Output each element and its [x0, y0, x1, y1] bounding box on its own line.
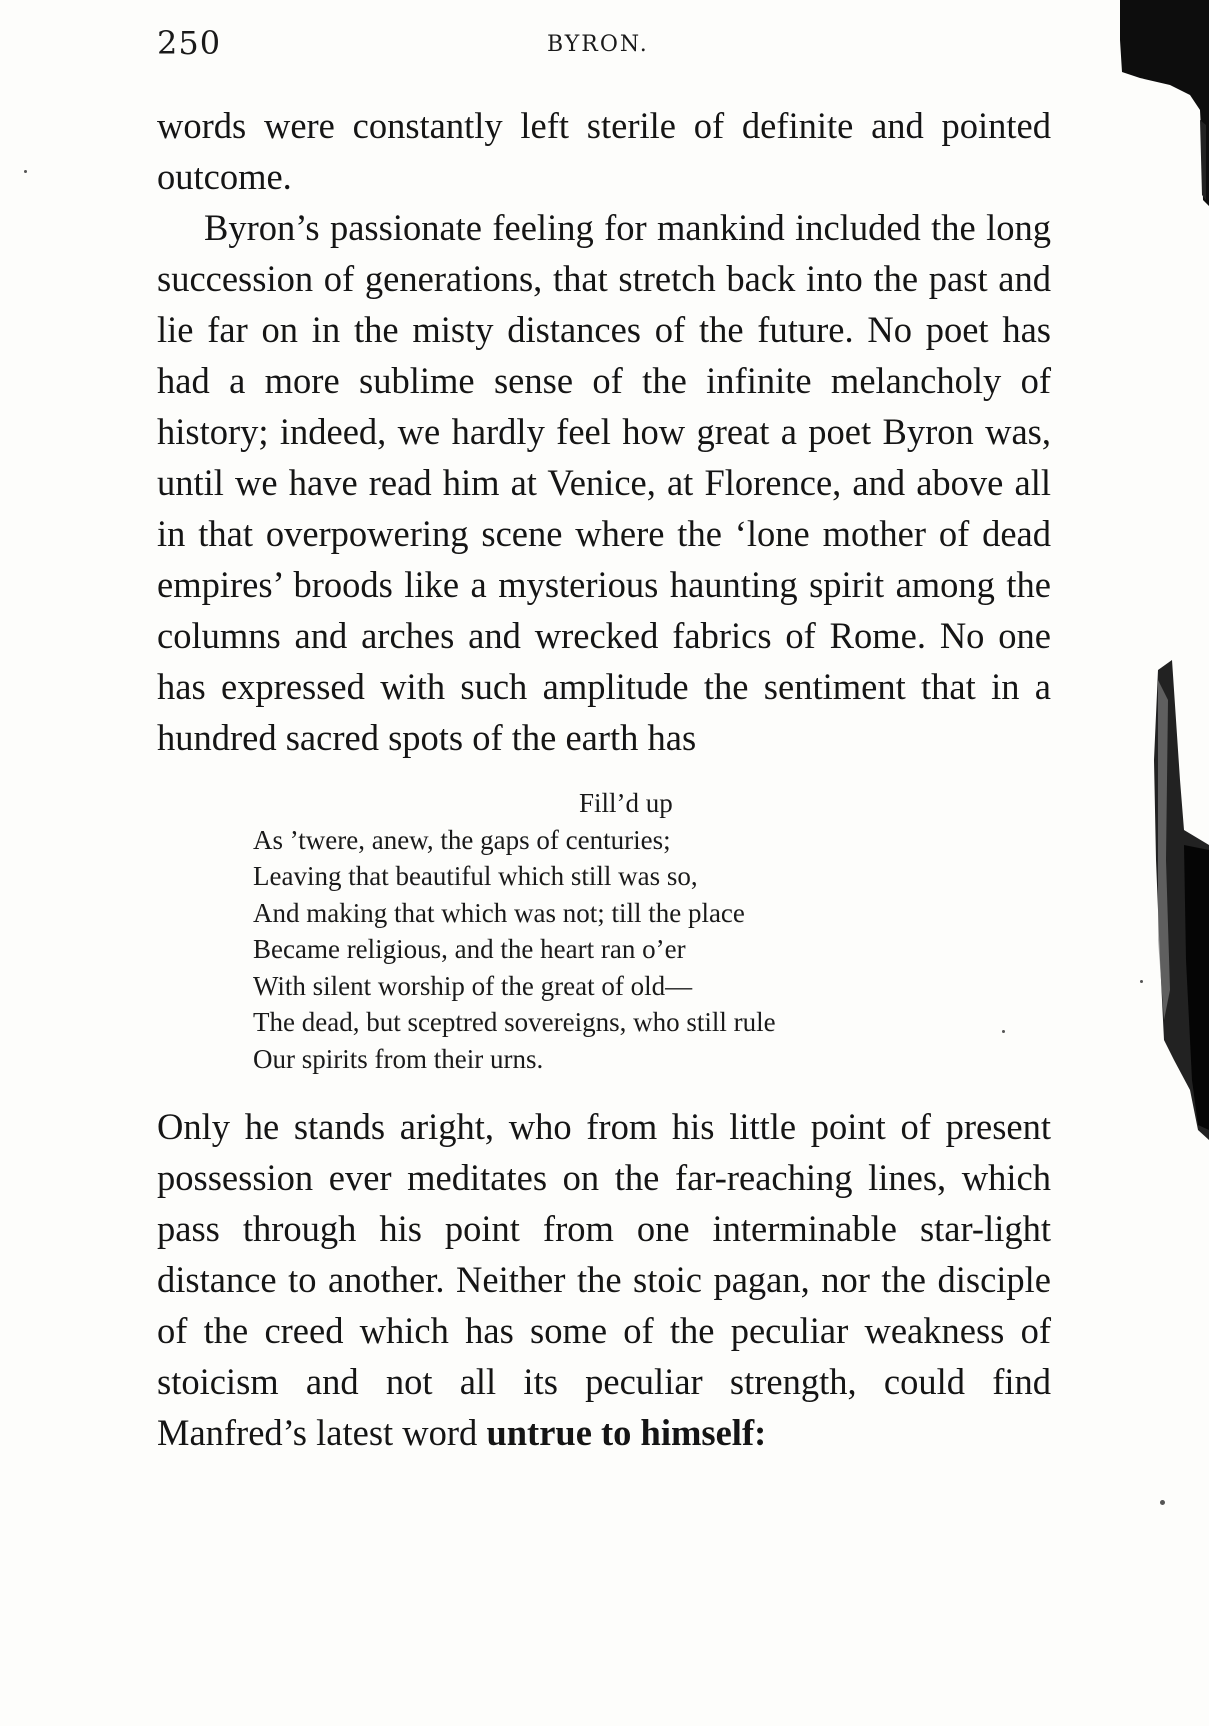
- scan-edge-shadow-top: [1110, 0, 1209, 206]
- verse-line-1: Fill’d up: [579, 788, 673, 818]
- running-head: [157, 24, 1051, 74]
- running-title: BYRON.: [547, 32, 649, 57]
- paragraph-2: Byron’s passionate feeling for mankind included the long succession of generations, that stretch back into the past and lie far on in the misty distances of the future. No poet has had a more sublime sense of the infinite melancholy of history; indeed, we hardly feel how great a poet Byron was, until we have read him at Venice, at Florence, and above all in that overpowering scene where the ‘lone mother of dead empires’ broods like a mysterious haunting spirit among the columns and arches and wrecked fabrics of Rome. No one has expressed with such amplitude the sentiment that in a hundred sacred spots of the earth has: [157, 207, 1051, 758]
- paragraph-1: words were constantly left sterile of definite and pointed outcome.: [157, 105, 1051, 197]
- scan-speck: [1160, 1500, 1165, 1505]
- verse-line-5: Became religious, and the heart ran o’er: [253, 934, 686, 964]
- verse-line-4: And making that which was not; till the place: [253, 897, 745, 928]
- page-number: 250: [157, 24, 222, 62]
- verse-line-3: Leaving that beautiful which still was so,: [253, 861, 698, 891]
- scan-speck: [1002, 1030, 1005, 1033]
- body-text: [157, 100, 1051, 1458]
- scan-speck: [24, 170, 27, 173]
- verse-line-7: The dead, but sceptred sovereigns, who still rule: [253, 1007, 776, 1037]
- scan-edge-shadow-middle: [1110, 660, 1209, 1160]
- paragraph-3-text: Only he stands aright, who from his little point of present possession ever meditates on the far-reaching lines, which pass through his point from one interminable star-light distance to another. Neither the stoic pagan, nor the disciple of the creed which has some of the peculiar weakness of stoicism and not all its peculiar strength, could find Manfred’s latest word: [157, 1106, 1051, 1453]
- verse-line-8: Our spirits from their urns.: [253, 1043, 544, 1074]
- verse-line-2: As ’twere, anew, the gaps of centuries;: [253, 824, 671, 855]
- verse-line-6: With silent worship of the great of old—: [253, 970, 693, 1001]
- paragraph-3-end: untrue to himself:: [486, 1412, 767, 1453]
- paragraph-3: [157, 1101, 1051, 1458]
- scan-speck: [1140, 980, 1143, 983]
- verse-quotation: [157, 785, 1051, 1077]
